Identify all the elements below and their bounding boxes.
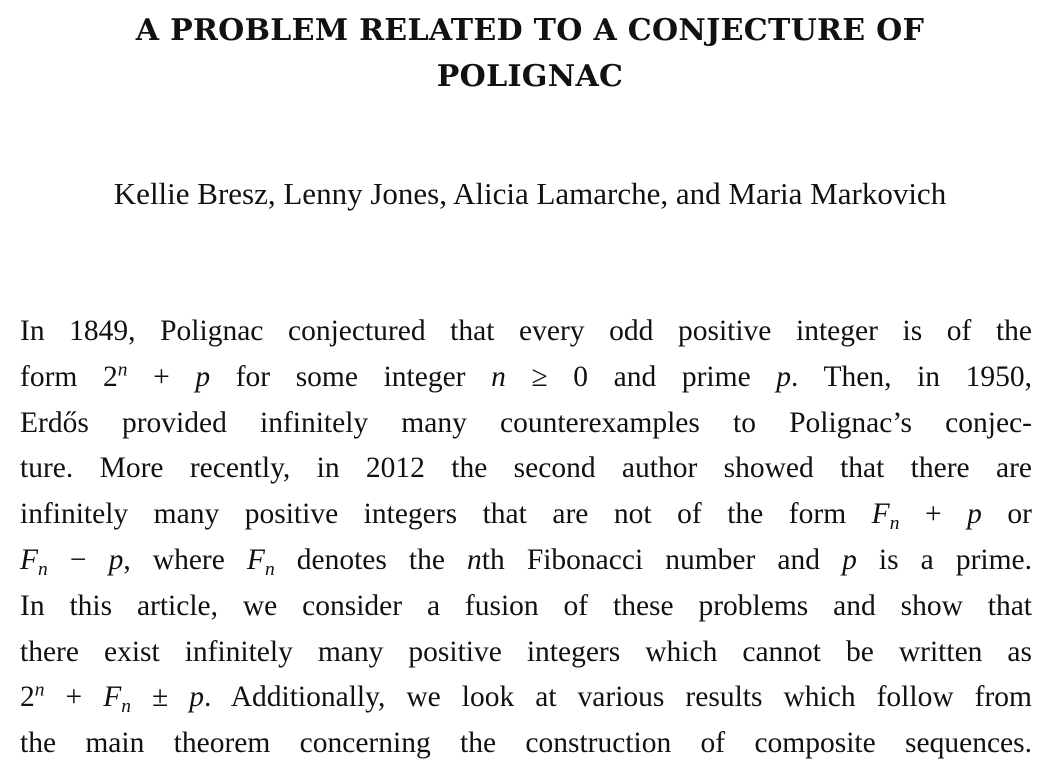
abstract-line-7: In this article, we consider a fusion of these problems and show that — [20, 589, 1032, 622]
math-subscript: n — [121, 696, 131, 718]
abstract-line-4: ture. More recently, in 2012 the second author showed that there are — [20, 452, 1032, 485]
math-variable: p — [108, 543, 124, 576]
abstract-line-9 — [20, 675, 1032, 721]
math-variable: p — [776, 360, 792, 393]
text-fragment: is a prime. — [856, 543, 1032, 576]
math-variable: n — [467, 543, 482, 576]
text-fragment: or — [981, 498, 1032, 531]
abstract-line-6 — [20, 538, 1032, 584]
math-variable: F — [246, 543, 265, 576]
abstract — [20, 309, 1032, 767]
paper-title-line-2: POLIGNAC — [436, 59, 624, 94]
text-fragment: form — [20, 360, 103, 393]
abstract-line-2 — [20, 355, 1032, 401]
text-fragment: for some integer — [210, 360, 492, 393]
paper-title-line-1: A PROBLEM RELATED TO A CONJECTURE OF — [135, 13, 925, 48]
math-variable: p — [195, 360, 211, 393]
text-fragment: . Then, in 1950, — [791, 360, 1033, 393]
text-fragment: infinitely many positive integers that are not of the form — [20, 498, 872, 531]
math-variable: p — [189, 681, 204, 714]
math-exponent: n — [117, 359, 128, 381]
math-base: 2 — [20, 681, 35, 714]
math-operator: + — [899, 498, 968, 531]
abstract-line-5 — [20, 492, 1032, 538]
math-base: 2 — [102, 360, 118, 393]
text-fragment: th Fibonacci number and — [481, 543, 843, 576]
paper-authors: Kellie Bresz, Lenny Jones, Alicia Lamarche, and Maria Markovich — [113, 176, 947, 211]
text-fragment: ≥ 0 and prime — [505, 360, 777, 393]
math-subscript: n — [38, 558, 48, 580]
text-fragment: denotes the — [274, 543, 468, 576]
math-variable: p — [967, 498, 982, 531]
math-operator: − — [47, 543, 109, 576]
math-operator: + — [44, 681, 104, 714]
math-exponent: n — [34, 679, 45, 701]
math-subscript: n — [889, 513, 900, 535]
text-fragment: , where — [123, 543, 247, 576]
abstract-line-8: there exist infinitely many positive integers which cannot be written as — [20, 635, 1032, 668]
math-variable: F — [103, 681, 122, 714]
paper-title — [20, 8, 1040, 100]
abstract-line-1: In 1849, Polignac conjectured that every odd positive integer is of the — [20, 315, 1032, 347]
math-operator: + — [127, 360, 196, 393]
math-variable: F — [20, 543, 39, 576]
math-variable: p — [842, 543, 857, 576]
abstract-line-10: the main theorem concerning the construction of composite sequences. — [20, 727, 1032, 760]
text-fragment: . Additionally, we look at various results which follow from — [203, 681, 1032, 714]
math-subscript: n — [264, 558, 275, 580]
abstract-line-3: Erdős provided infinitely many counterexamples to Polignac’s conjec- — [20, 406, 1032, 439]
math-variable: F — [871, 498, 890, 531]
math-variable: n — [491, 360, 506, 393]
math-operator: ± — [130, 681, 190, 714]
